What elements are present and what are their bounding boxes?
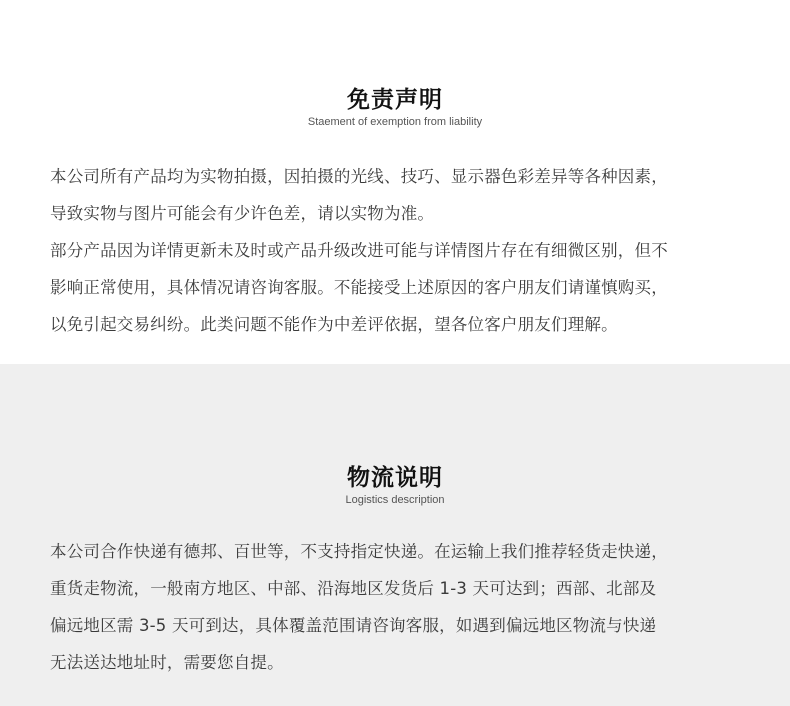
disclaimer-subtitle: Staement of exemption from liability — [307, 116, 483, 128]
disclaimer-line: 影响正常使用，具体情况请咨询客服。不能接受上述原因的客户朋友们请谨慎购买， — [50, 278, 668, 297]
disclaimer-line: 导致实物与图片可能会有少许色差，请以实物为准。 — [50, 204, 435, 223]
disclaimer-title: 免责声明 — [347, 87, 443, 113]
disclaimer-body — [50, 158, 750, 343]
disclaimer-line: 部分产品因为详情更新未及时或产品升级改进可能与详情图片存在有细微区别，但不 — [50, 241, 668, 260]
logistics-heading — [0, 462, 790, 506]
disclaimer-heading — [0, 84, 790, 128]
logistics-line: 重货走物流，一般南方地区、中部、沿海地区发货后 1-3 天可达到；西部、北部及 — [50, 579, 657, 598]
logistics-line: 无法送达地址时，需要您自提。 — [50, 653, 284, 672]
logistics-subtitle: Logistics description — [345, 494, 445, 506]
logistics-body — [50, 533, 750, 681]
logistics-section — [0, 364, 790, 706]
disclaimer-line: 本公司所有产品均为实物拍摄，因拍摄的光线、技巧、显示器色彩差异等各种因素， — [50, 167, 668, 186]
logistics-line: 偏远地区需 3-5 天可到达，具体覆盖范围请咨询客服，如遇到偏远地区物流与快递 — [50, 616, 657, 635]
logistics-line: 本公司合作快递有德邦、百世等，不支持指定快递。在运输上我们推荐轻货走快递， — [50, 542, 668, 561]
disclaimer-line: 以免引起交易纠纷。此类问题不能作为中差评依据，望各位客户朋友们理解。 — [50, 315, 618, 334]
logistics-title: 物流说明 — [347, 465, 443, 491]
